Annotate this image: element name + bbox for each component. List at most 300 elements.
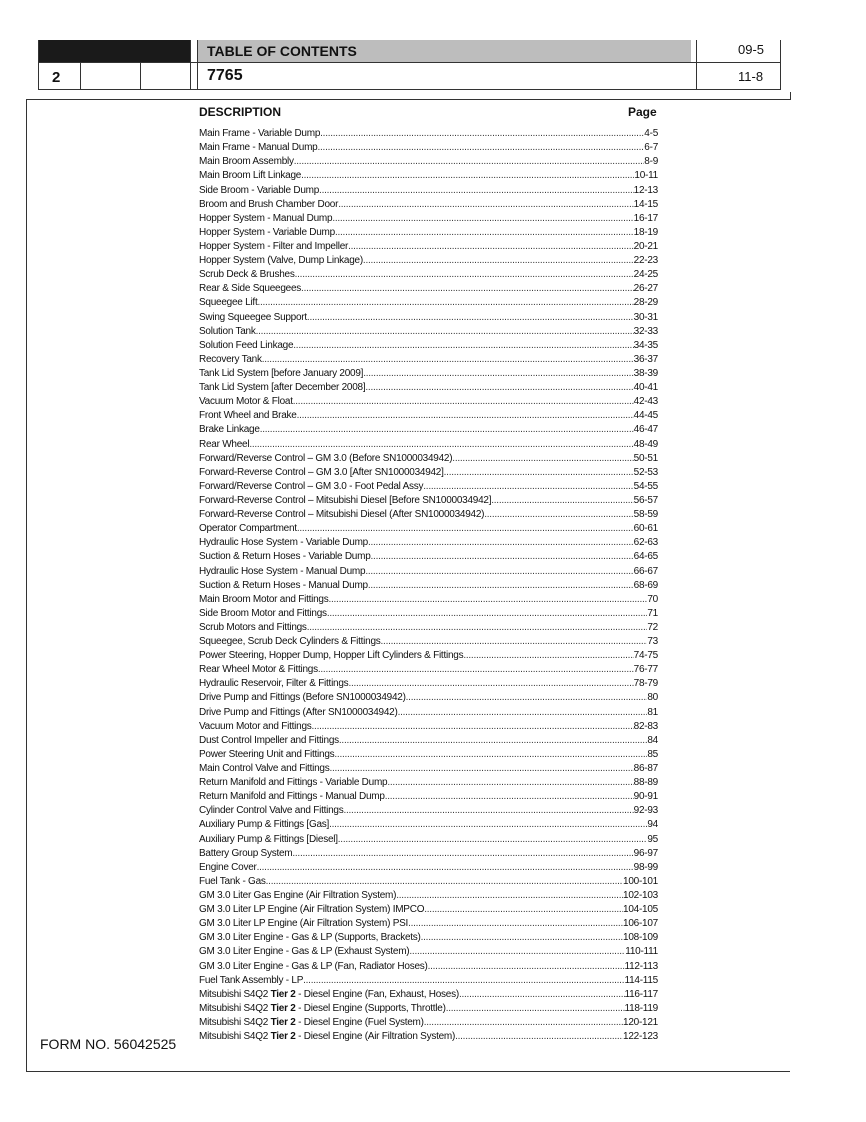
toc-entry-page: 118-119 bbox=[624, 1002, 658, 1014]
toc-entry-label bbox=[199, 650, 463, 662]
header-black-block bbox=[38, 40, 190, 62]
toc-entry-label-text: Main Broom Motor and Fittings bbox=[199, 593, 329, 605]
toc-entry-label-text: Scrub Motors and Fittings bbox=[199, 621, 307, 633]
toc-entry bbox=[199, 225, 658, 239]
toc-entry-label-text: Squeegee Lift bbox=[199, 297, 258, 309]
page-column-header: Page bbox=[628, 105, 657, 119]
toc-leader-dots bbox=[266, 876, 623, 888]
toc-entry-page: 46-47 bbox=[633, 424, 658, 436]
toc-entry bbox=[199, 338, 658, 352]
toc-entry bbox=[199, 634, 658, 648]
toc-entry-label-text: Scrub Deck & Brushes bbox=[199, 269, 295, 281]
toc-entry-page: 8-9 bbox=[644, 156, 658, 168]
toc-entry-page: 48-49 bbox=[633, 438, 658, 450]
toc-leader-dots bbox=[317, 142, 644, 154]
toc-entry-label bbox=[199, 410, 297, 422]
toc-entry-label bbox=[199, 975, 303, 987]
toc-entry bbox=[199, 352, 658, 366]
page-number: 2 bbox=[52, 69, 61, 86]
toc-leader-dots bbox=[301, 283, 634, 295]
toc-leader-dots bbox=[365, 382, 633, 394]
frame-top bbox=[26, 99, 790, 100]
toc-entry-page: 12-13 bbox=[633, 184, 658, 196]
toc-leader-dots bbox=[312, 721, 634, 733]
toc-entry-label bbox=[199, 707, 398, 719]
toc-entry-label-text: Main Control Valve and Fittings bbox=[199, 763, 330, 775]
toc-entry bbox=[199, 197, 658, 211]
toc-leader-dots bbox=[249, 439, 633, 451]
toc-leader-dots bbox=[343, 805, 633, 817]
toc-leader-dots bbox=[363, 368, 633, 380]
toc-entry-page: 20-21 bbox=[633, 240, 658, 252]
toc-entry bbox=[199, 126, 658, 140]
toc-entry bbox=[199, 507, 658, 521]
toc-leader-dots bbox=[262, 354, 634, 366]
toc-entry bbox=[199, 465, 658, 479]
toc-entry bbox=[199, 267, 658, 281]
toc-entry-page: 122-123 bbox=[623, 1031, 658, 1043]
toc-entry-label-text: Broom and Brush Chamber Door bbox=[199, 198, 339, 210]
toc-entry-label-text: Vacuum Motor & Float bbox=[199, 396, 293, 408]
toc-leader-dots bbox=[307, 312, 634, 324]
toc-leader-dots bbox=[365, 566, 633, 578]
toc-entry-page: 85 bbox=[647, 748, 658, 760]
toc-entry-label-text: Suction & Return Hoses - Variable Dump bbox=[199, 551, 371, 563]
toc-entry-label bbox=[199, 551, 371, 563]
toc-entry bbox=[199, 549, 658, 563]
toc-entry bbox=[199, 775, 658, 789]
toc-leader-dots bbox=[387, 777, 633, 789]
toc-entry-label-text: GM 3.0 Liter LP Engine (Air Filtration System) IMPCO bbox=[199, 904, 425, 916]
toc-entry bbox=[199, 521, 658, 535]
toc-leader-dots bbox=[444, 467, 634, 479]
toc-entry-page: 100-101 bbox=[623, 875, 658, 887]
toc-entry-page: 71 bbox=[647, 607, 658, 619]
toc-entry bbox=[199, 789, 658, 803]
toc-entry bbox=[199, 606, 658, 620]
toc-leader-dots bbox=[319, 185, 634, 197]
toc-entry-label bbox=[199, 128, 320, 140]
frame-left bbox=[26, 99, 27, 1072]
toc-entry bbox=[199, 719, 658, 733]
toc-entry-label-text: Rear Wheel Motor & Fittings bbox=[199, 664, 318, 676]
toc-entry-label-text: Recovery Tank bbox=[199, 353, 262, 365]
toc-entry-label bbox=[199, 537, 368, 549]
toc-entry bbox=[199, 394, 658, 408]
toc-entry bbox=[199, 211, 658, 225]
toc-leader-dots bbox=[406, 692, 648, 704]
toc-entry-page: 36-37 bbox=[633, 353, 658, 365]
toc-leader-dots bbox=[292, 848, 633, 860]
toc-entry bbox=[199, 366, 658, 380]
toc-entry-label-text: Drive Pump and Fittings (Before SN1000034942) bbox=[199, 692, 406, 704]
toc-entry-label-text: Fuel Tank Assembly - LP bbox=[199, 974, 304, 986]
toc-entry bbox=[199, 408, 658, 422]
toc-entry bbox=[199, 846, 658, 860]
toc-leader-dots bbox=[257, 297, 633, 309]
toc-entry-label bbox=[199, 862, 257, 874]
toc-entry-label bbox=[199, 763, 329, 775]
toc-leader-dots bbox=[338, 834, 648, 846]
toc-entry-label bbox=[199, 185, 319, 197]
toc-entry-label-text: Hydraulic Hose System - Variable Dump bbox=[199, 537, 368, 549]
toc-leader-dots bbox=[256, 326, 634, 338]
toc-entry-label bbox=[199, 1003, 446, 1015]
toc-entry-label-text: GM 3.0 Liter Engine - Gas & LP (Fan, Radiator Hoses) bbox=[199, 960, 428, 972]
toc-entry-page: 88-89 bbox=[633, 777, 658, 789]
toc-leader-dots bbox=[368, 580, 634, 592]
toc-entry bbox=[199, 281, 658, 295]
toc-leader-dots bbox=[339, 735, 647, 747]
header-rule-top bbox=[38, 62, 780, 63]
toc-leader-dots bbox=[424, 1017, 623, 1029]
toc-entry-label bbox=[199, 453, 452, 465]
toc-entry-page: 82-83 bbox=[633, 720, 658, 732]
toc-entry bbox=[199, 140, 658, 154]
toc-entry-label bbox=[199, 834, 338, 846]
toc-entry bbox=[199, 648, 658, 662]
header-rule-bottom bbox=[38, 89, 780, 90]
toc-leader-dots bbox=[318, 664, 634, 676]
header-vline-d bbox=[197, 40, 198, 90]
toc-entry bbox=[199, 676, 658, 690]
toc-entry-label-text: Fuel Tank - Gas bbox=[199, 875, 266, 887]
toc-entry-label bbox=[199, 777, 387, 789]
toc-entry-label-text: Mitsubishi S4Q2 bbox=[199, 1031, 271, 1043]
toc-entry-label-text: Mitsubishi S4Q2 bbox=[199, 1017, 271, 1028]
toc-leader-dots bbox=[348, 241, 634, 253]
model-number: 7765 bbox=[207, 67, 243, 84]
toc-leader-dots bbox=[334, 749, 647, 761]
toc-entry-page: 80 bbox=[647, 692, 658, 704]
toc-entry-label bbox=[199, 142, 317, 154]
toc-entry-label-text: Forward-Reverse Control – Mitsubishi Diesel [Before SN1000034942] bbox=[199, 494, 492, 506]
toc-entry-label-text: Mitsubishi S4Q2 bbox=[199, 988, 271, 1000]
toc-entry-label bbox=[199, 876, 266, 888]
toc-entry-label-text: Suction & Return Hoses - Manual Dump bbox=[199, 579, 368, 591]
toc-entry-page: 60-61 bbox=[633, 523, 658, 535]
toc-entry-label-text: Return Manifold and Fittings - Variable Dump bbox=[199, 777, 388, 789]
toc-entry-page: 92-93 bbox=[633, 805, 658, 817]
toc-entry-label-suffix: - Diesel Engine (Fan, Exhaust, Hoses) bbox=[295, 988, 459, 1000]
toc-leader-dots bbox=[329, 819, 647, 831]
toc-entry-label bbox=[199, 791, 385, 803]
toc-entry bbox=[199, 733, 658, 747]
toc-entry-label bbox=[199, 1031, 455, 1043]
toc-entry-label bbox=[199, 368, 363, 380]
toc-entry-label bbox=[199, 692, 406, 704]
toc-leader-dots bbox=[396, 890, 623, 902]
toc-entry-page: 58-59 bbox=[633, 509, 658, 521]
toc-entry-label-suffix: - Diesel Engine (Fuel System) bbox=[295, 1017, 424, 1028]
toc-entry bbox=[199, 1001, 658, 1015]
toc-entry-page: 16-17 bbox=[633, 212, 658, 224]
toc-entry bbox=[199, 747, 658, 761]
toc-entry-page: 18-19 bbox=[633, 226, 658, 238]
toc-entry-label-text: Auxiliary Pump & Fittings [Gas] bbox=[199, 819, 330, 831]
toc-entry-label bbox=[199, 382, 365, 394]
toc-entry-label bbox=[199, 735, 339, 747]
toc-entry-label bbox=[199, 424, 260, 436]
toc-entry-label-text: Hydraulic Hose System - Manual Dump bbox=[199, 565, 366, 577]
toc-leader-dots bbox=[408, 918, 623, 930]
toc-entry-page: 64-65 bbox=[633, 551, 658, 563]
toc-entry-page: 95 bbox=[647, 833, 658, 845]
toc-leader-dots bbox=[421, 932, 623, 944]
frame-right bbox=[790, 92, 791, 100]
toc-entry-page: 96-97 bbox=[633, 847, 658, 859]
toc-leader-dots bbox=[260, 424, 634, 436]
toc-entry bbox=[199, 874, 658, 888]
toc-entry-label-text: Rear Wheel bbox=[199, 438, 250, 450]
toc-entry-label bbox=[199, 156, 294, 168]
toc-leader-dots bbox=[257, 862, 634, 874]
toc-leader-dots bbox=[329, 763, 633, 775]
toc-entry-label-text: Cylinder Control Valve and Fittings bbox=[199, 805, 344, 817]
toc-entry-label bbox=[199, 269, 295, 281]
toc-entry-label-text: Main Broom Lift Linkage bbox=[199, 170, 302, 182]
toc-entry bbox=[199, 803, 658, 817]
toc-entry-page: 112-113 bbox=[624, 960, 658, 972]
toc-entry bbox=[199, 860, 658, 874]
toc-leader-dots bbox=[297, 523, 634, 535]
toc-leader-dots bbox=[381, 636, 648, 648]
toc-entry-label bbox=[199, 918, 408, 930]
toc-entry-page: 116-117 bbox=[624, 988, 658, 1000]
toc-entry-page: 62-63 bbox=[633, 537, 658, 549]
toc-entry-label bbox=[199, 199, 338, 211]
toc-entry-page: 6-7 bbox=[644, 142, 658, 154]
toc-entry-label-text: Hopper System (Valve, Dump Linkage) bbox=[199, 255, 363, 267]
toc-entry-label-text: Hopper System - Variable Dump bbox=[199, 226, 335, 238]
toc-entry-label bbox=[199, 283, 301, 295]
toc-entry bbox=[199, 1015, 658, 1029]
toc-entry-page: 84 bbox=[647, 734, 658, 746]
toc-entry-label bbox=[199, 904, 424, 916]
toc-entry-page: 10-11 bbox=[634, 170, 658, 182]
revision-bottom: 11-8 bbox=[738, 69, 764, 84]
toc-entry-label-text: Tank Lid System [before January 2009] bbox=[199, 367, 364, 379]
toc-entry-label-text: Hopper System - Manual Dump bbox=[199, 212, 333, 224]
toc-entry-label bbox=[199, 495, 491, 507]
toc-leader-dots bbox=[348, 678, 633, 690]
toc-entry-page: 56-57 bbox=[633, 494, 658, 506]
toc-leader-dots bbox=[368, 537, 634, 549]
toc-entry bbox=[199, 662, 658, 676]
toc-entry-label-text: Main Frame - Manual Dump bbox=[199, 142, 318, 154]
toc-entry-label bbox=[199, 227, 335, 239]
toc-entry bbox=[199, 973, 658, 987]
toc-entry-label bbox=[199, 509, 484, 521]
toc-entry bbox=[199, 944, 658, 958]
toc-entry-page: 74-75 bbox=[633, 650, 658, 662]
toc-entry bbox=[199, 958, 658, 972]
toc-entry-page: 68-69 bbox=[633, 579, 658, 591]
toc-entry-page: 42-43 bbox=[633, 396, 658, 408]
toc-leader-dots bbox=[398, 707, 648, 719]
toc-entry-label bbox=[199, 297, 257, 309]
toc-leader-dots bbox=[295, 269, 634, 281]
toc-entry-label-text: Swing Squeegee Support bbox=[199, 311, 307, 323]
toc-entry-label bbox=[199, 255, 363, 267]
toc-entry-label-text: Forward/Reverse Control – GM 3.0 - Foot Pedal Assy bbox=[199, 480, 424, 492]
toc-entry bbox=[199, 493, 658, 507]
toc-entry bbox=[199, 535, 658, 549]
toc-entry-page: 28-29 bbox=[633, 297, 658, 309]
toc-entry-label-text: Main Frame - Variable Dump bbox=[199, 128, 321, 140]
toc-leader-dots bbox=[463, 650, 633, 662]
toc-entry-label-text: Battery Group System bbox=[199, 847, 293, 859]
toc-entry-label-text: Solution Tank bbox=[199, 325, 256, 337]
toc-entry-label-text: Forward-Reverse Control – Mitsubishi Diesel (After SN1000034942) bbox=[199, 509, 485, 521]
description-column-header: DESCRIPTION bbox=[199, 105, 282, 119]
toc-leader-dots bbox=[452, 453, 633, 465]
toc-entry-label bbox=[199, 580, 368, 592]
toc-entry bbox=[199, 916, 658, 930]
toc-entry bbox=[199, 987, 658, 1001]
toc-entry-label bbox=[199, 989, 459, 1001]
toc-entry-label bbox=[199, 932, 421, 944]
toc-leader-dots bbox=[327, 608, 648, 620]
toc-entry bbox=[199, 436, 658, 450]
toc-entry-label bbox=[199, 523, 297, 535]
toc-leader-dots bbox=[409, 946, 625, 958]
toc-entry-label-text: Vacuum Motor and Fittings bbox=[199, 720, 312, 732]
toc-entry-page: 24-25 bbox=[633, 269, 658, 281]
toc-entry-page: 14-15 bbox=[633, 198, 658, 210]
toc-entry-label-text: Forward/Reverse Control – GM 3.0 (Before SN1000034942) bbox=[199, 452, 453, 464]
toc-entry-label-text: GM 3.0 Liter Engine - Gas & LP (Exhaust System) bbox=[199, 946, 410, 958]
toc-entry-page: 76-77 bbox=[633, 664, 658, 676]
toc-entry-page: 110-111 bbox=[625, 946, 658, 958]
toc-entry-label bbox=[199, 170, 301, 182]
toc-leader-dots bbox=[297, 410, 634, 422]
toc-entry bbox=[199, 324, 658, 338]
toc-entry bbox=[199, 451, 658, 465]
toc-leader-dots bbox=[363, 255, 634, 267]
toc-entry-label bbox=[199, 721, 312, 733]
toc-entry-label-bold: Tier 2 bbox=[270, 1031, 296, 1043]
toc-entry-label bbox=[199, 241, 348, 253]
toc-entry-label bbox=[199, 622, 307, 634]
toc-entry-label bbox=[199, 396, 293, 408]
toc-entry bbox=[199, 831, 658, 845]
toc-entry-label-suffix: - Diesel Engine (Air Filtration System) bbox=[295, 1031, 456, 1043]
toc-entry-label bbox=[199, 354, 262, 366]
toc-entry-label-bold: Tier 2 bbox=[270, 988, 296, 1000]
toc-entry bbox=[199, 168, 658, 182]
toc-entry-label-text: Hydraulic Reservoir, Filter & Fittings bbox=[199, 678, 349, 690]
toc-entry bbox=[199, 902, 658, 916]
toc-entry-label bbox=[199, 848, 292, 860]
toc-leader-dots bbox=[320, 128, 644, 140]
toc-leader-dots bbox=[424, 904, 623, 916]
toc-leader-dots bbox=[455, 1031, 623, 1043]
toc-entry-label bbox=[199, 749, 334, 761]
toc-entry bbox=[199, 479, 658, 493]
toc-entry-page: 90-91 bbox=[633, 791, 658, 803]
toc-entry-label bbox=[199, 312, 307, 324]
toc-entry-label bbox=[199, 1017, 424, 1029]
toc-leader-dots bbox=[446, 1003, 625, 1015]
toc-entry-label-text: Solution Feed Linkage bbox=[199, 339, 294, 351]
toc-leader-dots bbox=[301, 170, 634, 182]
toc-entry-label-text: Return Manifold and Fittings - Manual Dump bbox=[199, 791, 385, 803]
toc-entry-page: 54-55 bbox=[633, 480, 658, 492]
toc-leader-dots bbox=[303, 975, 624, 987]
header-vline-a bbox=[80, 62, 81, 90]
toc-entry-label bbox=[199, 340, 293, 352]
toc-entry-label-text: Side Broom Motor and Fittings bbox=[199, 607, 327, 619]
toc-entry-label bbox=[199, 678, 348, 690]
toc-entry-page: 72 bbox=[647, 621, 658, 633]
toc-entry bbox=[199, 761, 658, 775]
toc-entry-page: 38-39 bbox=[633, 367, 658, 379]
toc-leader-dots bbox=[293, 396, 634, 408]
toc-entry-label bbox=[199, 805, 343, 817]
toc-entry-label-text: GM 3.0 Liter LP Engine (Air Filtration System) PSI bbox=[199, 918, 409, 930]
toc-entry-page: 52-53 bbox=[633, 466, 658, 478]
toc-entry-page: 22-23 bbox=[633, 255, 658, 267]
toc-leader-dots bbox=[293, 340, 633, 352]
toc-entry bbox=[199, 578, 658, 592]
toc-entry-label-text: Dust Control Impeller and Fittings bbox=[199, 734, 339, 746]
toc-entry-label bbox=[199, 946, 409, 958]
toc-entry-label-text: Front Wheel and Brake bbox=[199, 410, 297, 422]
toc-entry-label-text: Main Broom Assembly bbox=[199, 156, 294, 168]
toc-leader-dots bbox=[491, 495, 633, 507]
header-vline-right bbox=[780, 40, 781, 90]
toc-list bbox=[199, 126, 658, 1043]
toc-leader-dots bbox=[459, 989, 625, 1001]
toc-entry-label-suffix: - Diesel Engine (Supports, Throttle) bbox=[295, 1002, 446, 1014]
toc-entry-page: 104-105 bbox=[623, 904, 658, 916]
toc-entry bbox=[199, 182, 658, 196]
toc-entry-page: 108-109 bbox=[623, 932, 658, 944]
toc-entry bbox=[199, 422, 658, 436]
toc-entry-page: 70 bbox=[647, 593, 658, 605]
toc-entry-page: 66-67 bbox=[633, 565, 658, 577]
toc-entry-label-text: Squeegee, Scrub Deck Cylinders & Fittings bbox=[199, 636, 381, 648]
toc-entry-label-text: GM 3.0 Liter Engine - Gas & LP (Supports, Brackets) bbox=[199, 932, 421, 944]
toc-entry-page: 86-87 bbox=[633, 763, 658, 775]
toc-entry-label-text: Mitsubishi S4Q2 bbox=[199, 1002, 271, 1014]
toc-entry bbox=[199, 380, 658, 394]
frame-bottom bbox=[26, 1071, 790, 1072]
toc-entry-label bbox=[199, 594, 328, 606]
toc-leader-dots bbox=[335, 227, 634, 239]
toc-entry-label-text: Hopper System - Filter and Impeller bbox=[199, 240, 349, 252]
toc-entry-page: 44-45 bbox=[633, 410, 658, 422]
toc-entry-page: 50-51 bbox=[633, 452, 658, 464]
toc-leader-dots bbox=[307, 622, 648, 634]
toc-entry-label bbox=[199, 819, 329, 831]
toc-leader-dots bbox=[423, 481, 633, 493]
toc-entry-page: 40-41 bbox=[633, 382, 658, 394]
toc-entry bbox=[199, 930, 658, 944]
toc-entry bbox=[199, 154, 658, 168]
toc-entry-page: 98-99 bbox=[633, 861, 658, 873]
toc-entry-label-text: Drive Pump and Fittings (After SN1000034942) bbox=[199, 706, 398, 718]
toc-entry bbox=[199, 309, 658, 323]
toc-title: TABLE OF CONTENTS bbox=[207, 43, 357, 59]
toc-entry bbox=[199, 690, 658, 704]
toc-entry bbox=[199, 620, 658, 634]
toc-entry bbox=[199, 239, 658, 253]
toc-entry-page: 106-107 bbox=[623, 918, 658, 930]
toc-entry-label-text: Operator Compartment bbox=[199, 523, 297, 535]
toc-entry-page: 81 bbox=[647, 706, 658, 718]
